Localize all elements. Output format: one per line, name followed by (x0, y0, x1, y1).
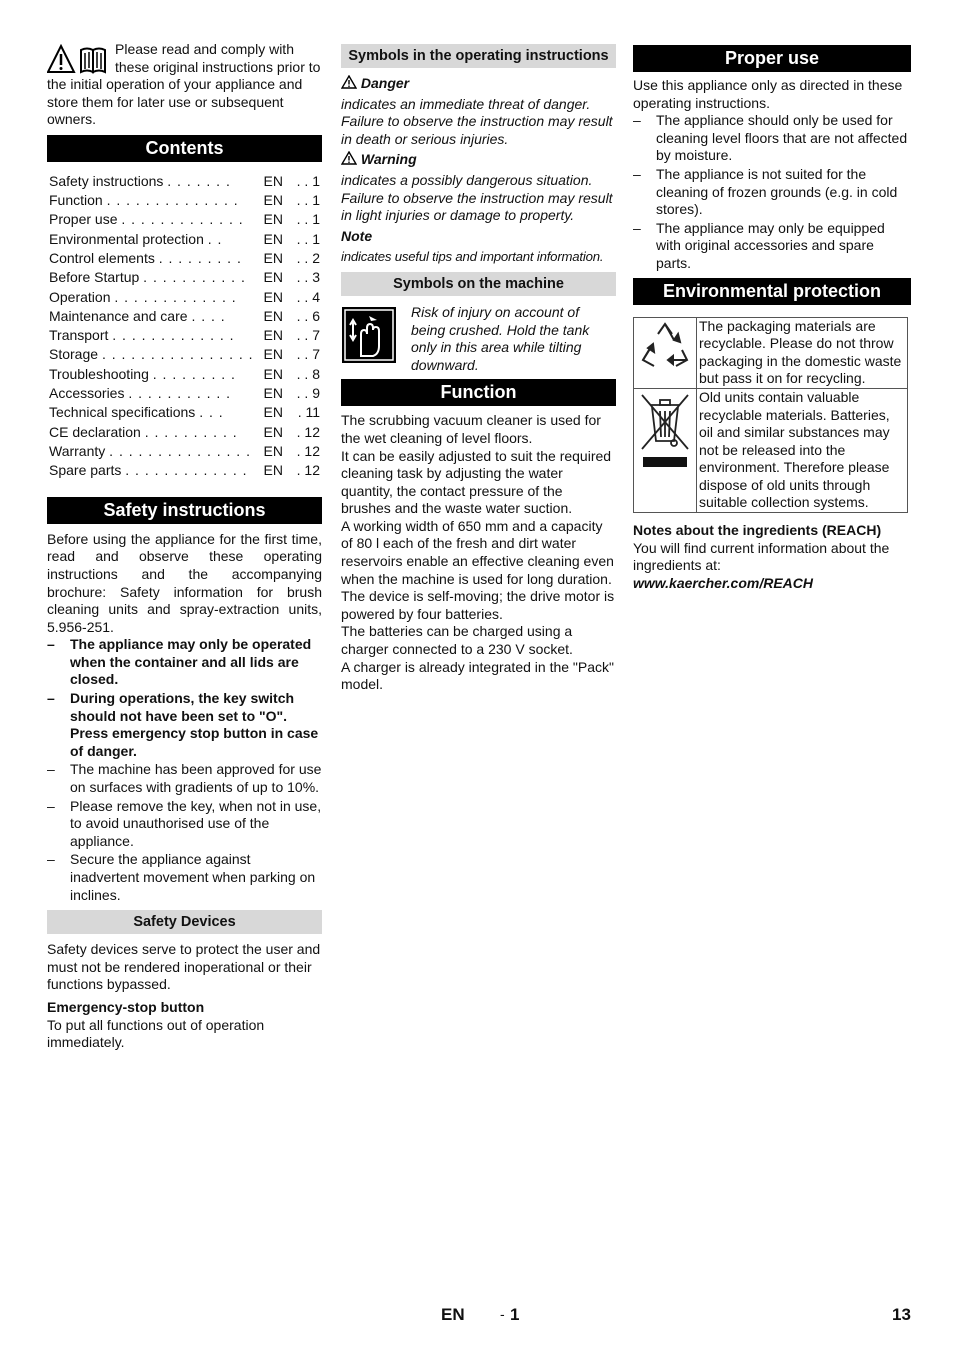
toc-leader: . . (207, 230, 223, 247)
toc-leader: . . . . . . . . . . . . . (112, 327, 235, 344)
toc-page: . . 3 (296, 269, 320, 286)
column-right (633, 45, 911, 592)
toc-page: . . 7 (296, 327, 320, 344)
list-item: – The appliance may only be operated when the container and all lids are closed. (47, 636, 322, 689)
machine-symbol-text: Risk of injury on account of being crushed. Hold the tank only in this area while tilting downward. (411, 303, 590, 373)
function-heading: Function (341, 379, 616, 406)
toc-leader: . . . . . . . . . . . . . (114, 288, 237, 305)
toc-row[interactable] (49, 442, 320, 461)
footer-local-page: 1 (510, 1305, 520, 1324)
toc-page: . . 1 (296, 192, 320, 209)
toc-page: . . 7 (296, 346, 320, 363)
safety-devices-text: Safety devices serve to protect the user and must not be rendered inoperational or their functions bypassed. (47, 941, 321, 993)
toc-title-cell (49, 230, 254, 249)
function-paragraph: The batteries can be charged using a charger connected to a 230 V socket. (341, 623, 573, 658)
toc-title: Environmental protection (49, 230, 204, 247)
proper-use-list (633, 112, 911, 272)
toc-page: . . 4 (296, 288, 320, 305)
list-item: – The appliance may only be equipped with original accessories and spare parts. (633, 220, 911, 273)
reach-text: You will find current information about the ingredients at: (633, 539, 890, 574)
toc-title: Before Startup (49, 269, 140, 286)
warning-triangle-icon (341, 75, 357, 89)
toc-title: Transport (49, 327, 109, 344)
page-number: 13 (892, 1305, 911, 1324)
crossed-bin-icon (634, 388, 697, 512)
toc-lang: EN (263, 423, 283, 440)
list-item: – Secure the appliance against inadvertent movement when parking on inclines. (47, 851, 322, 904)
toc-lang: EN (263, 211, 283, 228)
toc-row[interactable] (49, 404, 320, 423)
toc-page: . 12 (296, 423, 320, 440)
contents-table (49, 172, 320, 481)
environmental-heading: Environmental protection (633, 278, 911, 305)
toc-leader: . . . . . . . . . . . . . . . . (101, 346, 254, 363)
toc-page: . . 9 (296, 385, 320, 402)
toc-row[interactable] (49, 326, 320, 345)
toc-leader: . . . . . . . . . . (144, 423, 238, 440)
toc-title: Spare parts (49, 462, 122, 479)
toc-page: . . 6 (296, 307, 320, 324)
intro-text: Please read and comply with these original instructions prior to the initial operation of your appliance and store them for later use or subsequent owners. (47, 41, 321, 128)
toc-lang: EN (263, 307, 283, 324)
table-row (634, 317, 908, 388)
toc-page: . . 1 (296, 230, 320, 247)
toc-title-cell (49, 191, 254, 210)
function-paragraph: A working width of 650 mm and a capacity of 80 l each of the fresh and dirt water reservoirs enable an effective cleaning even when the machine is used for long duration. (341, 517, 614, 587)
toc-page: . 11 (297, 404, 320, 421)
list-item: – The appliance should only be used for cleaning level floors that are not affected by moisture. (633, 112, 911, 165)
toc-lang: EN (263, 462, 283, 479)
toc-page: . 12 (296, 442, 320, 459)
toc-title-cell (49, 249, 254, 268)
toc-leader: . . . (199, 404, 224, 421)
toc-title: Safety instructions (49, 172, 164, 189)
function-paragraph: The device is self-moving; the drive motor is powered by four batteries. (341, 588, 615, 622)
toc-lang: EN (263, 327, 283, 344)
warning-text: indicates a possibly dangerous situation. Failure to observe the instruction may result in light injuries or damage to property. (341, 171, 613, 224)
safety-devices-heading: Safety Devices (47, 910, 322, 934)
toc-page: . . 1 (296, 211, 320, 228)
toc-lang: EN (263, 192, 283, 209)
column-middle (341, 44, 616, 694)
footer-separator: - (500, 1306, 505, 1322)
machine-symbol-row (341, 304, 616, 374)
toc-lang: EN (263, 288, 283, 305)
toc-lang: EN (263, 346, 283, 363)
function-paragraph: A charger is already integrated in the "Pack" model. (341, 658, 614, 693)
toc-title-cell (49, 404, 254, 423)
crossed-bin-text: Old units contain valuable recyclable materials. Batteries, oil and similar substances may not be released into the environment. Therefore please dispose of old units through suitable collection systems. (697, 388, 908, 512)
toc-leader: . . . . . . . . . . . . . . . (109, 442, 251, 459)
danger-label-row (341, 75, 616, 93)
list-item: – During operations, the key switch should not have been set to "O". Press emergency stop button in case of danger. (47, 690, 322, 760)
recycling-icon (634, 317, 697, 388)
toc-title-cell (49, 423, 254, 442)
toc-title-cell (49, 172, 254, 191)
toc-title: CE declaration (49, 423, 141, 440)
environmental-table (633, 317, 908, 514)
toc-title: Warranty (49, 442, 106, 459)
list-item: – Please remove the key, when not in use, to avoid unauthorised use of the appliance. (47, 798, 322, 851)
note-label: Note (341, 227, 373, 244)
note-text: indicates useful tips and important information. (341, 249, 604, 265)
estop-text: To put all functions out of operation immediately. (47, 1016, 265, 1051)
toc-title: Function (49, 192, 103, 209)
contents-heading: Contents (47, 135, 322, 162)
safety-intro: Before using the appliance for the first time, read and observe these operating instructions and the accompanying brochure: Safety information for brush cleaning units and spray-extraction units, 5.956-251. (47, 530, 322, 635)
symbols-machine-heading: Symbols on the machine (341, 272, 616, 296)
toc-page: . . 2 (296, 250, 320, 266)
function-paragraph: It can be easily adjusted to suit the required cleaning task by adjusting the water quantity, the contact pressure of the brushes and the waste water suction. (341, 447, 612, 517)
toc-leader: . . . . . . . . . (152, 365, 236, 382)
toc-row[interactable] (49, 384, 320, 403)
toc-title: Maintenance and care (49, 307, 188, 324)
toc-title-cell (49, 384, 254, 403)
list-item: – The appliance is not suited for the cleaning of frozen grounds (e.g. in cold stores). (633, 166, 911, 219)
crush-hazard-icon (341, 306, 397, 364)
danger-text: indicates an immediate threat of danger. Failure to observe the instruction may result in death or serious injuries. (341, 95, 613, 147)
toc-row[interactable] (49, 461, 320, 480)
toc-row[interactable] (49, 172, 320, 191)
safety-heading: Safety instructions (47, 497, 322, 524)
toc-title: Troubleshooting (49, 365, 149, 382)
toc-title-cell (49, 442, 254, 461)
toc-leader: . . . . . . . . . (158, 250, 242, 266)
proper-use-heading: Proper use (633, 45, 911, 72)
warning-label: Warning (360, 151, 417, 168)
toc-row[interactable] (49, 268, 320, 287)
toc-row[interactable] (49, 230, 320, 249)
toc-row[interactable] (49, 249, 320, 268)
toc-lang: EN (263, 404, 283, 421)
toc-leader: . . . . . . . . . . . . . . (106, 192, 239, 209)
toc-leader: . . . . . . . . . . . . . (121, 211, 244, 228)
toc-lang: EN (263, 230, 283, 247)
toc-title-cell (49, 288, 254, 307)
function-paragraph: The scrubbing vacuum cleaner is used for the wet cleaning of level floors. (341, 412, 601, 446)
toc-title: Accessories (49, 385, 125, 402)
toc-row[interactable] (49, 423, 320, 442)
toc-row[interactable] (49, 365, 320, 384)
footer-lang: EN (441, 1305, 465, 1324)
warning-triangle-icon (341, 151, 357, 165)
proper-use-intro: Use this appliance only as directed in these operating instructions. (633, 77, 903, 111)
toc-title-cell (49, 268, 254, 287)
toc-title-cell (49, 211, 254, 230)
toc-title-cell (49, 307, 254, 326)
toc-title-cell (49, 365, 254, 384)
warning-label-row (341, 151, 616, 169)
intro-icons (47, 44, 113, 76)
warning-manual-icon (47, 44, 113, 76)
toc-lang: EN (263, 385, 283, 402)
toc-lang: EN (263, 269, 283, 286)
toc-title: Proper use (49, 211, 118, 228)
reach-heading: Notes about the ingredients (REACH) (633, 522, 882, 539)
toc-leader: . . . . . . . . . . . . . (125, 462, 248, 479)
reach-link[interactable]: www.kaercher.com/REACH (633, 574, 813, 591)
list-item: – The machine has been approved for use on surfaces with gradients of up to 10%. (47, 761, 322, 796)
toc-page: . . 8 (296, 365, 320, 382)
toc-title-cell (49, 326, 254, 345)
symbols-instructions-heading: Symbols in the operating instructions (341, 44, 616, 68)
toc-row[interactable] (49, 307, 320, 326)
toc-lang: EN (263, 442, 283, 459)
estop-heading: Emergency-stop button (47, 998, 205, 1015)
toc-page: . . 1 (296, 172, 320, 189)
column-left (47, 40, 322, 1052)
toc-leader: . . . . (191, 307, 226, 324)
danger-label: Danger (360, 75, 410, 91)
toc-row[interactable] (49, 191, 320, 210)
toc-title-cell (49, 461, 254, 480)
recycling-text: The packaging materials are recyclable. Please do not throw packaging in the domestic waste but pass it on for recycling. (697, 317, 908, 388)
function-body (341, 412, 616, 694)
toc-page: . 12 (296, 462, 320, 479)
toc-lang: EN (263, 172, 283, 189)
toc-row[interactable] (49, 288, 320, 307)
toc-title-cell (49, 346, 254, 365)
toc-leader: . . . . . . . (167, 172, 231, 189)
toc-lang: EN (263, 365, 283, 382)
toc-lang: EN (263, 250, 283, 266)
intro-block (47, 41, 322, 129)
table-row (634, 388, 908, 512)
safety-list (47, 636, 322, 904)
toc-leader: . . . . . . . . . . . (128, 385, 232, 402)
toc-leader: . . . . . . . . . . . (143, 269, 246, 286)
toc-title: Operation (49, 288, 111, 305)
toc-title: Technical specifications (49, 404, 196, 421)
toc-row[interactable] (49, 211, 320, 230)
toc-row[interactable] (49, 346, 320, 365)
toc-title: Storage (49, 346, 99, 363)
toc-title: Control elements (49, 250, 155, 266)
